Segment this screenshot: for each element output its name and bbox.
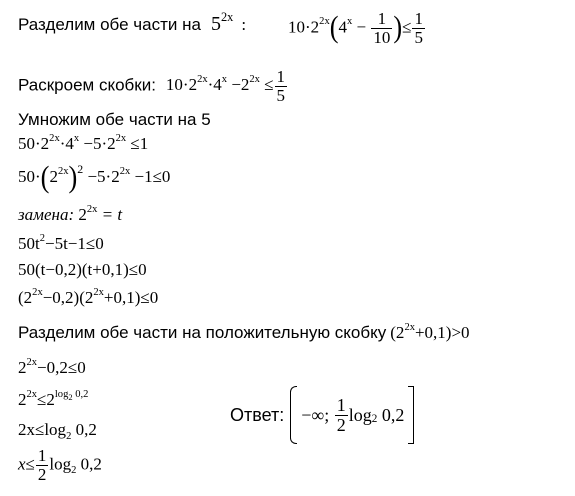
line-2-text: Раскроем скобки: bbox=[18, 75, 156, 95]
answer-right-bracket bbox=[408, 386, 414, 444]
line-12: $2^{2x}\le 2^{log_2 0,2}$ bbox=[18, 389, 89, 409]
line-1-divisor: $5^{2x}$ bbox=[210, 9, 234, 35]
answer-label: Ответ: bbox=[230, 404, 285, 425]
line-1 bbox=[18, 9, 247, 36]
line-2-expression: $10\cdot 2^{2x}\cdot 4^x -2^{2x}$ ≤ $\frac{1}{5}$ bbox=[165, 67, 286, 105]
line-6: замена: $2^{2x} = t$ bbox=[18, 204, 123, 224]
line-7: $50t^2-5t-1\le 0$ bbox=[18, 233, 104, 253]
answer-left-paren bbox=[290, 386, 297, 444]
line-10-expr: $(2^{2x}+0,1)>0$ bbox=[390, 322, 470, 342]
line-4: $50\cdot 2^{2x}\cdot 4^x -5\cdot 2^{2x} \le 1$ bbox=[18, 133, 149, 153]
line-13: $2x\le\log_2$ 0,2 bbox=[18, 420, 97, 442]
line-10-text: Разделим обе части на положительную скобку bbox=[18, 323, 387, 342]
line-3-text: Умножим обе части на 5 bbox=[18, 110, 211, 129]
line-9: $(2^{2x}-0,2)(2^{2x}+0,1)\le 0$ bbox=[18, 287, 159, 307]
line-1-inequality: $10\cdot 2^{2x}(4^x$ − $\frac{1}{10}$ )≤ $\frac{1}{5}$ bbox=[288, 9, 423, 47]
answer-interval: −∞; $\frac{1}{2}$ log $_2$ 0,2 bbox=[301, 394, 405, 435]
line-14: x≤ $\frac{1}{2}$ $\log_2 0,2$ bbox=[18, 446, 102, 484]
line-5: $50\cdot(2^{2x})^2 -5\cdot 2^{2x} -1\le 0$ bbox=[18, 160, 171, 195]
line-10 bbox=[18, 323, 470, 343]
line-2 bbox=[18, 68, 288, 105]
line-1-text: Разделим обе части на bbox=[18, 15, 201, 34]
line-11: $2^{2x}-0,2\le 0$ bbox=[18, 357, 86, 377]
line-1-colon: : bbox=[241, 15, 247, 34]
answer bbox=[230, 386, 414, 444]
line-8: 50(t−0,2)(t+0,1)≤0 bbox=[18, 260, 147, 279]
